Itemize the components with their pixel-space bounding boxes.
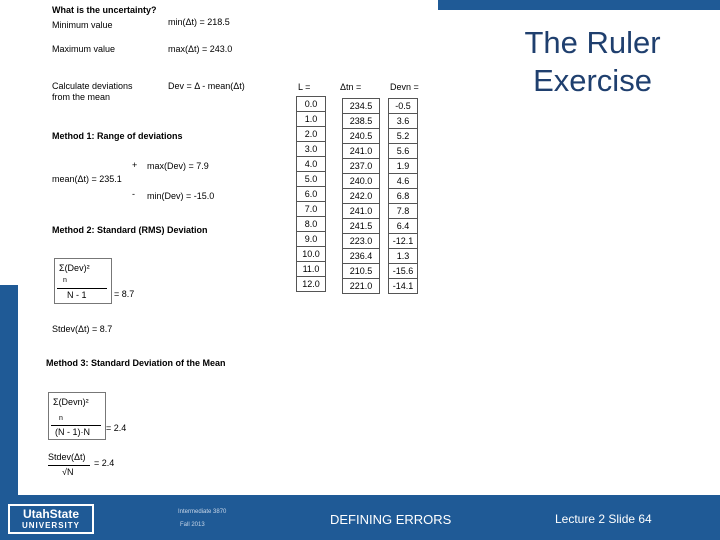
col-header-dev: Devn = (390, 82, 419, 92)
table-dt-cell: 234.5 (343, 99, 380, 114)
logo-line2: UNIVERSITY (21, 521, 80, 530)
method3-denominator: (N - 1)·N (55, 427, 90, 437)
table-dev-row (389, 234, 418, 249)
table-dev-cell: -14.1 (389, 279, 418, 294)
table-L-row (297, 247, 326, 262)
method2-stdev: Stdev(Δt) = 8.7 (52, 324, 113, 334)
table-L-cell: 10.0 (297, 247, 326, 262)
table-dev-cell: 6.4 (389, 219, 418, 234)
table-L-row (297, 172, 326, 187)
table-dt-cell: 221.0 (343, 279, 380, 294)
data-table-dt (342, 98, 380, 294)
method2-denominator: N - 1 (67, 290, 87, 300)
min-formula: min(Δt) = 218.5 (168, 17, 230, 27)
method2-numerator: Σ(Dev)² (59, 263, 90, 273)
table-dt-row (343, 114, 380, 129)
table-L-cell: 5.0 (297, 172, 326, 187)
table-dt-cell: 240.5 (343, 129, 380, 144)
method3-numerator: Σ(Devn)² (53, 397, 89, 407)
table-dev-cell: 5.6 (389, 144, 418, 159)
table-dt-row (343, 144, 380, 159)
method3-result: = 2.4 (106, 423, 127, 433)
method3-stdev-bar (48, 465, 90, 466)
table-dev-cell: 6.8 (389, 189, 418, 204)
table-L-cell: 6.0 (297, 187, 326, 202)
table-L-row (297, 97, 326, 112)
data-table-dev (388, 98, 418, 294)
method2-heading: Method 2: Standard (RMS) Deviation (52, 225, 208, 235)
table-dev-row (389, 159, 418, 174)
method1-mean: mean(Δt) = 235.1 (52, 174, 122, 184)
calc-label-1: Calculate deviations (52, 81, 133, 91)
table-dt-row (343, 219, 380, 234)
table-dev-cell: 4.6 (389, 174, 418, 189)
table-dev-row (389, 129, 418, 144)
slide-title (500, 24, 685, 100)
table-L-row (297, 127, 326, 142)
table-dt-row (343, 264, 380, 279)
method1-minus: - (132, 189, 135, 199)
max-label: Maximum value (52, 44, 116, 54)
table-dev-cell: 5.2 (389, 129, 418, 144)
table-dt-row (343, 189, 380, 204)
method2-fraction-bar (57, 288, 107, 289)
table-dt-row (343, 174, 380, 189)
table-L-cell: 8.0 (297, 217, 326, 232)
table-L-cell: 3.0 (297, 142, 326, 157)
table-dt-cell: 236.4 (343, 249, 380, 264)
table-L-cell: 1.0 (297, 112, 326, 127)
table-dt-cell: 241.0 (343, 144, 380, 159)
table-dev-row (389, 279, 418, 294)
table-dt-cell: 238.5 (343, 114, 380, 129)
table-dev-row (389, 144, 418, 159)
method2-formula (54, 258, 112, 304)
method3-heading: Method 3: Standard Deviation of the Mean (46, 358, 226, 368)
logo-line1: UtahState (22, 507, 79, 521)
lecture-slide-label: Lecture 2 Slide 64 (555, 512, 652, 526)
table-L-row (297, 277, 326, 292)
table-dev-row (389, 249, 418, 264)
method1-max-dev: max(Dev) = 7.9 (147, 161, 209, 171)
usu-logo (8, 504, 94, 534)
table-dt-row (343, 279, 380, 294)
table-L-cell: 2.0 (297, 127, 326, 142)
table-L-cell: 4.0 (297, 157, 326, 172)
table-L-cell: 9.0 (297, 232, 326, 247)
table-dev-row (389, 219, 418, 234)
slide-title-line1: The Ruler (524, 25, 661, 60)
method1-heading: Method 1: Range of deviations (52, 131, 183, 141)
method1-plus: + (132, 160, 138, 170)
min-label: Minimum value (52, 20, 113, 30)
table-dt-cell: 241.0 (343, 204, 380, 219)
calc-formula: Dev = Δ - mean(Δt) (168, 81, 245, 91)
method2-sub-n: n (63, 277, 67, 284)
max-formula: max(Δt) = 243.0 (168, 44, 233, 54)
table-dev-row (389, 264, 418, 279)
table-dev-row (389, 189, 418, 204)
col-header-dt: Δtn = (340, 82, 362, 92)
table-dev-cell: -12.1 (389, 234, 418, 249)
calc-label-2: from the mean (52, 92, 111, 102)
table-dev-cell: -15.6 (389, 264, 418, 279)
table-L-row (297, 112, 326, 127)
method3-formula (48, 392, 106, 440)
table-L-row (297, 232, 326, 247)
slide-title-line2: Exercise (533, 63, 652, 98)
table-L-row (297, 217, 326, 232)
topic-label: DEFINING ERRORS (330, 512, 452, 527)
table-L-row (297, 157, 326, 172)
table-dt-cell: 237.0 (343, 159, 380, 174)
course-term: Fall 2013 (180, 522, 205, 528)
table-dev-cell: 1.9 (389, 159, 418, 174)
table-dt-row (343, 204, 380, 219)
table-dt-cell: 241.5 (343, 219, 380, 234)
method3-stdev-num: Stdev(Δt) (48, 452, 86, 462)
table-dt-cell: 223.0 (343, 234, 380, 249)
table-dev-cell: 3.6 (389, 114, 418, 129)
table-dt-row (343, 159, 380, 174)
table-dt-row (343, 234, 380, 249)
left-accent-bar (0, 0, 18, 495)
table-dev-row (389, 114, 418, 129)
table-L-cell: 0.0 (297, 97, 326, 112)
table-dev-row (389, 99, 418, 114)
uncertainty-heading: What is the uncertainty? (52, 5, 157, 15)
table-L-row (297, 262, 326, 277)
table-L-row (297, 187, 326, 202)
table-L-row (297, 202, 326, 217)
left-accent-blue (0, 285, 18, 495)
table-dev-row (389, 174, 418, 189)
method3-fraction-bar (51, 425, 101, 426)
table-dt-cell: 242.0 (343, 189, 380, 204)
col-header-L: L = (298, 82, 311, 92)
top-accent-bar (438, 0, 720, 10)
table-L-row (297, 142, 326, 157)
table-dev-cell: 7.8 (389, 204, 418, 219)
method3-sub-n: n (59, 415, 63, 422)
method2-result: = 8.7 (114, 289, 135, 299)
table-dt-row (343, 129, 380, 144)
table-dev-row (389, 204, 418, 219)
table-dt-cell: 240.0 (343, 174, 380, 189)
data-table-L (296, 96, 326, 292)
table-L-cell: 12.0 (297, 277, 326, 292)
table-L-cell: 7.0 (297, 202, 326, 217)
method3-stdev-result: = 2.4 (94, 458, 115, 468)
table-dt-row (343, 99, 380, 114)
table-dev-cell: 1.3 (389, 249, 418, 264)
method3-stdev-den: √N (62, 467, 74, 477)
table-dev-cell: -0.5 (389, 99, 418, 114)
course-name: Intermediate 3870 (178, 509, 227, 515)
table-dt-cell: 210.5 (343, 264, 380, 279)
table-L-cell: 11.0 (297, 262, 326, 277)
method1-min-dev: min(Dev) = -15.0 (147, 191, 215, 201)
table-dt-row (343, 249, 380, 264)
